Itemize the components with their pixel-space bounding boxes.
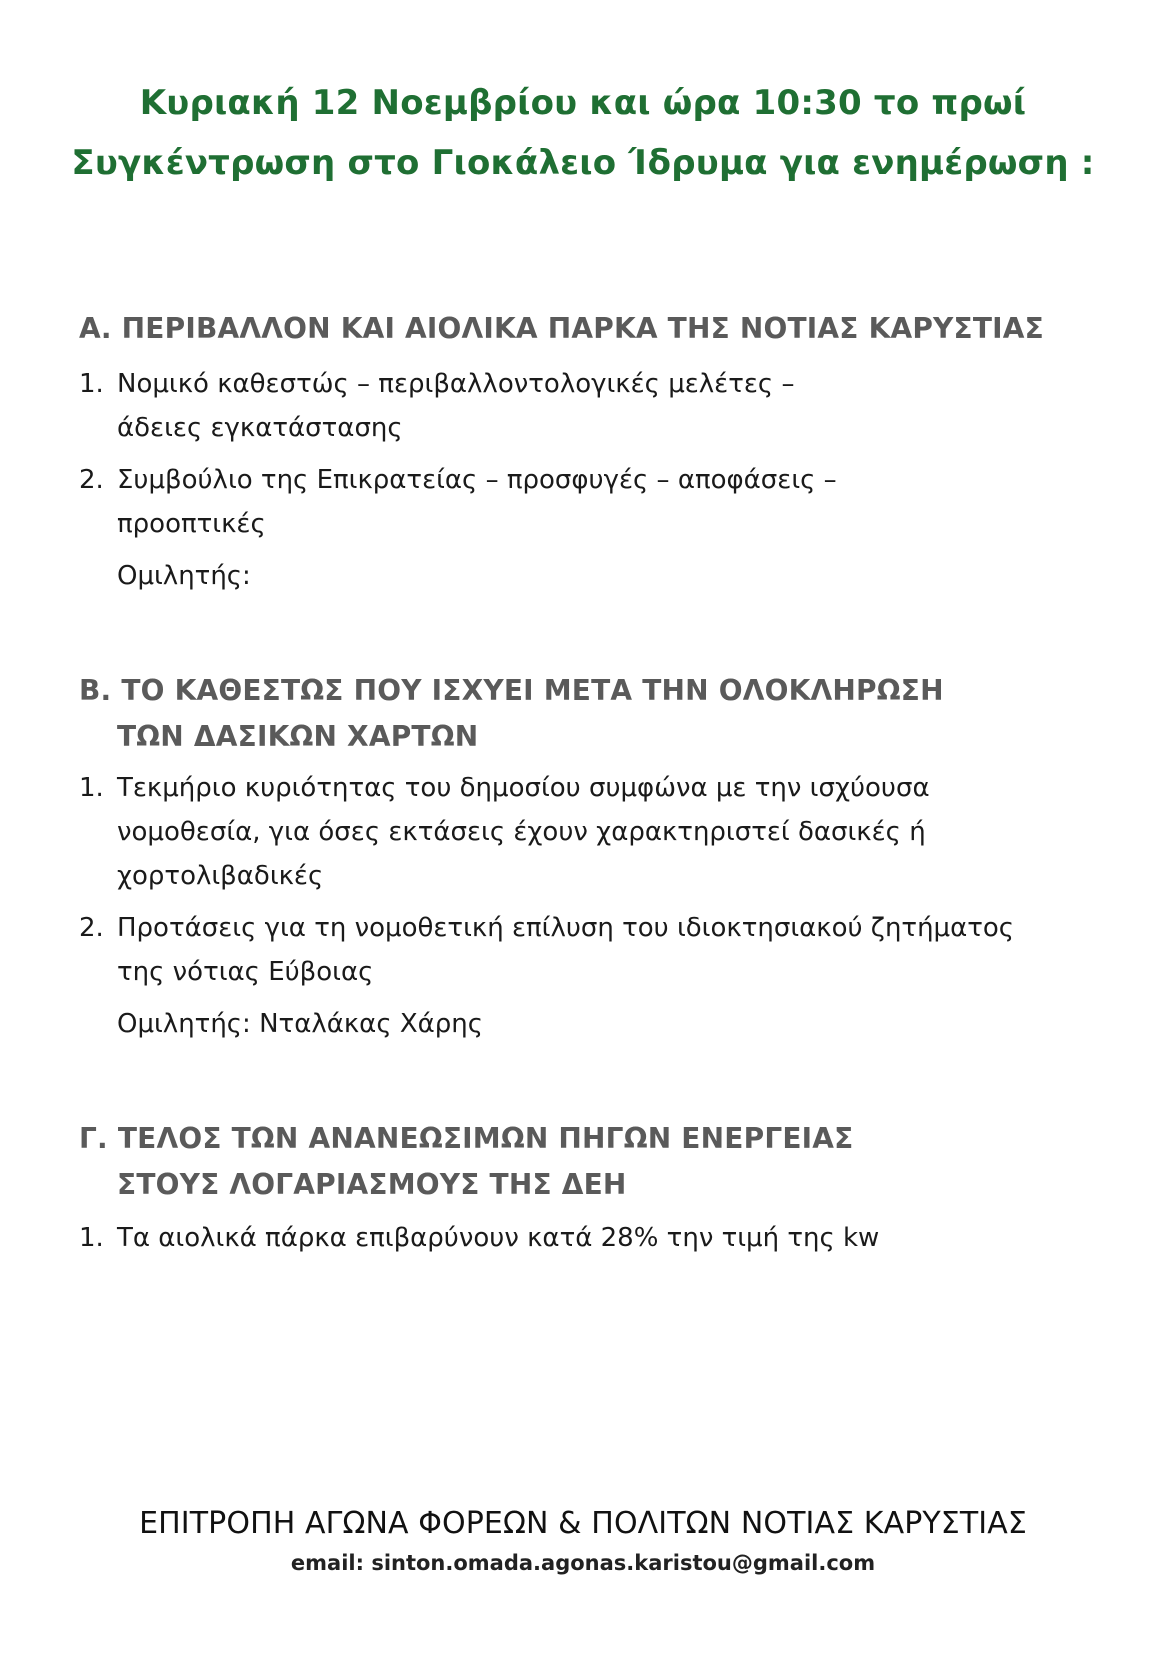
item-text-line: της νότιας Εύβοιας	[117, 957, 374, 987]
section-c-title-line2: ΣΤΟΥΣ ΛΟΓΑΡΙΑΣΜΟΥΣ ΤΗΣ ΔΕΗ	[117, 1168, 627, 1201]
item-text-line: Τεκμήριο κυριότητας του δημοσίου συμφώνα με την ισχύουσα	[117, 773, 930, 803]
item-text-line: χορτολιβαδικές	[117, 861, 324, 891]
item-text-line: Νομικό καθεστώς – περιβαλλοντολογικές μελέτες –	[117, 369, 795, 399]
item-text-line: νομοθεσία, για όσες εκτάσεις έχουν χαρακτηριστεί δασικές ή	[117, 817, 926, 847]
item-text-line: άδειες εγκατάστασης	[117, 413, 403, 443]
section-c-title-line1: Γ. ΤΕΛΟΣ ΤΩΝ ΑΝΑΝΕΩΣΙΜΩΝ ΠΗΓΩΝ ΕΝΕΡΓΕΙΑΣ	[79, 1122, 854, 1155]
section-b-title	[79, 668, 944, 760]
section-c-item-1	[79, 1216, 1059, 1260]
item-text-line: προοπτικές	[117, 509, 266, 539]
item-text	[117, 362, 1037, 450]
item-text	[117, 458, 1037, 546]
item-number: 1.	[79, 773, 104, 803]
section-b-item-2	[79, 906, 1059, 994]
event-location-heading: Συγκέντρωση στο Γιοκάλειο Ίδρυμα για ενημέρωση :	[71, 143, 1095, 183]
item-number: 1.	[79, 1223, 104, 1253]
item-text	[117, 766, 1037, 898]
section-b-speaker: Ομιλητής: Νταλάκας Χάρης	[117, 1009, 484, 1039]
item-number: 2.	[79, 913, 104, 943]
section-a-item-1	[79, 362, 1059, 450]
item-number: 2.	[79, 465, 104, 495]
item-text-line: Προτάσεις για τη νομοθετική επίλυση του ιδιοκτησιακού ζητήματος	[117, 913, 1015, 943]
item-number: 1.	[79, 369, 104, 399]
section-b-title-line1: Β. ΤΟ ΚΑΘΕΣΤΩΣ ΠΟΥ ΙΣΧΥΕΙ ΜΕΤΑ ΤΗΝ ΟΛΟΚΛΗΡΩΣΗ	[79, 674, 944, 707]
footer-email: email: sinton.omada.agonas.karistou@gmail.com	[290, 1551, 876, 1575]
section-b-item-1	[79, 766, 1059, 898]
item-text	[117, 906, 1037, 994]
event-date-heading: Κυριακή 12 Νοεμβρίου και ώρα 10:30 το πρωί	[139, 83, 1027, 123]
section-a-item-2	[79, 458, 1059, 546]
item-text-line: Τα αιολικά πάρκα επιβαρύνουν κατά 28% την τιμή της kw	[117, 1223, 880, 1253]
section-a-title	[79, 306, 1044, 352]
item-text-line: Συμβούλιο της Επικρατείας – προσφυγές – αποφάσεις –	[117, 465, 837, 495]
section-c-title	[79, 1116, 854, 1208]
section-a-speaker: Ομιλητής:	[117, 561, 251, 591]
item-text	[117, 1216, 1037, 1260]
section-b-title-line2: ΤΩΝ ΔΑΣΙΚΩΝ ΧΑΡΤΩΝ	[117, 720, 479, 753]
section-a-title-text: Α. ΠΕΡΙΒΑΛΛΟΝ ΚΑΙ ΑΙΟΛΙΚΑ ΠΑΡΚΑ ΤΗΣ ΝΟΤΙΑΣ ΚΑΡΥΣΤΙΑΣ	[79, 312, 1044, 345]
footer-organization: ΕΠΙΤΡΟΠΗ ΑΓΩΝΑ ΦΟΡΕΩΝ & ΠΟΛΙΤΩΝ ΝΟΤΙΑΣ ΚΑΡΥΣΤΙΑΣ	[139, 1506, 1027, 1541]
